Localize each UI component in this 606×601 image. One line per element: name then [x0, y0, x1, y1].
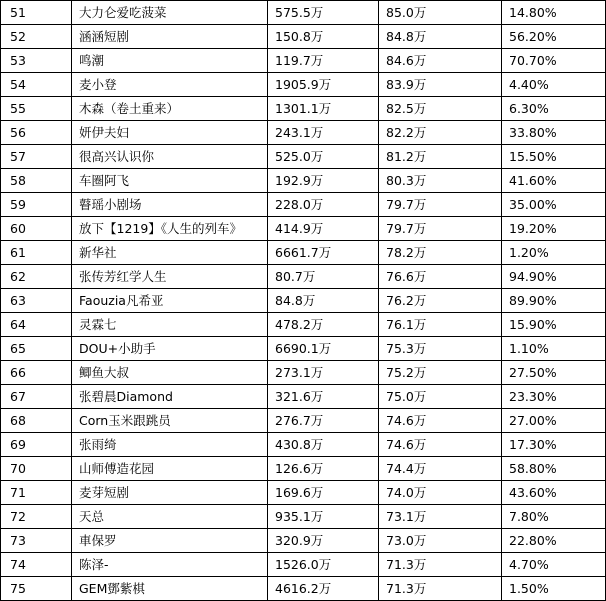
likes-count-cell: 74.6万: [379, 409, 502, 433]
account-name-cell: 放下【1219】《人生的列车》: [72, 217, 268, 241]
likes-count-cell: 76.1万: [379, 313, 502, 337]
fans-count-cell: 228.0万: [268, 193, 379, 217]
ratio-cell: 89.90%: [502, 289, 606, 313]
rank-cell: 70: [1, 457, 72, 481]
account-name-cell: 灵霖七: [72, 313, 268, 337]
account-name-cell: 鸣潮: [72, 49, 268, 73]
account-name-cell: 涵涵短剧: [72, 25, 268, 49]
table-row: [1, 313, 606, 337]
account-name-cell: 陈泽-: [72, 553, 268, 577]
rank-cell: 69: [1, 433, 72, 457]
rank-cell: 51: [1, 1, 72, 25]
account-name-cell: 麦芽短剧: [72, 481, 268, 505]
table-row: [1, 25, 606, 49]
ratio-cell: 1.20%: [502, 241, 606, 265]
table-row: [1, 241, 606, 265]
ratio-cell: 41.60%: [502, 169, 606, 193]
fans-count-cell: 4616.2万: [268, 577, 379, 601]
rank-cell: 74: [1, 553, 72, 577]
likes-count-cell: 78.2万: [379, 241, 502, 265]
ratio-cell: 6.30%: [502, 97, 606, 121]
account-name-cell: 张传芳红学人生: [72, 265, 268, 289]
table-row: [1, 505, 606, 529]
likes-count-cell: 74.4万: [379, 457, 502, 481]
likes-count-cell: 84.6万: [379, 49, 502, 73]
likes-count-cell: 75.0万: [379, 385, 502, 409]
account-name-cell: 车圈阿飞: [72, 169, 268, 193]
likes-count-cell: 79.7万: [379, 193, 502, 217]
account-name-cell: 鲫鱼大叔: [72, 361, 268, 385]
account-name-cell: GEM鄧紫棋: [72, 577, 268, 601]
rank-cell: 66: [1, 361, 72, 385]
ratio-cell: 27.00%: [502, 409, 606, 433]
rank-cell: 73: [1, 529, 72, 553]
fans-count-cell: 80.7万: [268, 265, 379, 289]
table-row: [1, 193, 606, 217]
rank-cell: 61: [1, 241, 72, 265]
ratio-cell: 7.80%: [502, 505, 606, 529]
account-name-cell: 木森（卷土重来）: [72, 97, 268, 121]
table-row: [1, 121, 606, 145]
rank-cell: 64: [1, 313, 72, 337]
table-row: [1, 145, 606, 169]
account-name-cell: 瞽瑶小剧场: [72, 193, 268, 217]
fans-count-cell: 575.5万: [268, 1, 379, 25]
account-name-cell: 大力仑爱吃菠菜: [72, 1, 268, 25]
likes-count-cell: 73.0万: [379, 529, 502, 553]
ratio-cell: 35.00%: [502, 193, 606, 217]
table-row: [1, 361, 606, 385]
likes-count-cell: 83.9万: [379, 73, 502, 97]
rank-cell: 68: [1, 409, 72, 433]
ratio-cell: 58.80%: [502, 457, 606, 481]
account-name-cell: DOU+小助手: [72, 337, 268, 361]
account-name-cell: Faouzia凡希亚: [72, 289, 268, 313]
ratio-cell: 17.30%: [502, 433, 606, 457]
fans-count-cell: 6690.1万: [268, 337, 379, 361]
likes-count-cell: 71.3万: [379, 553, 502, 577]
fans-count-cell: 126.6万: [268, 457, 379, 481]
fans-count-cell: 414.9万: [268, 217, 379, 241]
table-row: [1, 529, 606, 553]
table-row: [1, 265, 606, 289]
fans-count-cell: 320.9万: [268, 529, 379, 553]
ratio-cell: 14.80%: [502, 1, 606, 25]
table-row: [1, 97, 606, 121]
table-row: [1, 481, 606, 505]
table-row: [1, 409, 606, 433]
rank-cell: 65: [1, 337, 72, 361]
table-row: [1, 169, 606, 193]
fans-count-cell: 1526.0万: [268, 553, 379, 577]
rank-cell: 53: [1, 49, 72, 73]
ratio-cell: 15.50%: [502, 145, 606, 169]
likes-count-cell: 76.2万: [379, 289, 502, 313]
table-body: [1, 1, 606, 601]
ratio-cell: 94.90%: [502, 265, 606, 289]
ratio-cell: 27.50%: [502, 361, 606, 385]
rank-cell: 60: [1, 217, 72, 241]
ratio-cell: 33.80%: [502, 121, 606, 145]
table-row: [1, 457, 606, 481]
fans-count-cell: 525.0万: [268, 145, 379, 169]
rank-cell: 55: [1, 97, 72, 121]
likes-count-cell: 82.2万: [379, 121, 502, 145]
likes-count-cell: 79.7万: [379, 217, 502, 241]
likes-count-cell: 75.2万: [379, 361, 502, 385]
fans-count-cell: 150.8万: [268, 25, 379, 49]
rank-cell: 56: [1, 121, 72, 145]
table-row: [1, 553, 606, 577]
account-name-cell: 张雨绮: [72, 433, 268, 457]
likes-count-cell: 85.0万: [379, 1, 502, 25]
table-row: [1, 337, 606, 361]
likes-count-cell: 82.5万: [379, 97, 502, 121]
likes-count-cell: 74.0万: [379, 481, 502, 505]
ratio-cell: 56.20%: [502, 25, 606, 49]
likes-count-cell: 81.2万: [379, 145, 502, 169]
ratio-cell: 22.80%: [502, 529, 606, 553]
account-name-cell: 很高兴认识你: [72, 145, 268, 169]
account-name-cell: 山师傅造花园: [72, 457, 268, 481]
fans-count-cell: 243.1万: [268, 121, 379, 145]
fans-count-cell: 430.8万: [268, 433, 379, 457]
fans-count-cell: 192.9万: [268, 169, 379, 193]
account-name-cell: 新华社: [72, 241, 268, 265]
fans-count-cell: 119.7万: [268, 49, 379, 73]
likes-count-cell: 74.6万: [379, 433, 502, 457]
rank-cell: 72: [1, 505, 72, 529]
fans-count-cell: 273.1万: [268, 361, 379, 385]
ratio-cell: 15.90%: [502, 313, 606, 337]
table-row: [1, 289, 606, 313]
fans-count-cell: 1905.9万: [268, 73, 379, 97]
ratio-cell: 4.40%: [502, 73, 606, 97]
likes-count-cell: 76.6万: [379, 265, 502, 289]
rank-cell: 54: [1, 73, 72, 97]
table-row: [1, 385, 606, 409]
fans-count-cell: 321.6万: [268, 385, 379, 409]
rank-cell: 67: [1, 385, 72, 409]
ratio-cell: 23.30%: [502, 385, 606, 409]
account-name-cell: 天总: [72, 505, 268, 529]
rank-cell: 63: [1, 289, 72, 313]
likes-count-cell: 84.8万: [379, 25, 502, 49]
table-row: [1, 433, 606, 457]
rank-cell: 57: [1, 145, 72, 169]
account-name-cell: 妍伊夫妇: [72, 121, 268, 145]
likes-count-cell: 73.1万: [379, 505, 502, 529]
likes-count-cell: 71.3万: [379, 577, 502, 601]
fans-count-cell: 6661.7万: [268, 241, 379, 265]
ratio-cell: 19.20%: [502, 217, 606, 241]
table-row: [1, 577, 606, 601]
fans-count-cell: 169.6万: [268, 481, 379, 505]
table-row: [1, 217, 606, 241]
account-name-cell: 张碧晨Diamond: [72, 385, 268, 409]
account-name-cell: 車保罗: [72, 529, 268, 553]
ratio-cell: 70.70%: [502, 49, 606, 73]
table-row: [1, 49, 606, 73]
rank-cell: 62: [1, 265, 72, 289]
rank-cell: 71: [1, 481, 72, 505]
fans-count-cell: 84.8万: [268, 289, 379, 313]
rank-cell: 52: [1, 25, 72, 49]
fans-count-cell: 478.2万: [268, 313, 379, 337]
rank-cell: 75: [1, 577, 72, 601]
rank-cell: 58: [1, 169, 72, 193]
table-row: [1, 1, 606, 25]
fans-count-cell: 935.1万: [268, 505, 379, 529]
account-name-cell: Corn玉米跟跳员: [72, 409, 268, 433]
likes-count-cell: 75.3万: [379, 337, 502, 361]
likes-count-cell: 80.3万: [379, 169, 502, 193]
fans-count-cell: 1301.1万: [268, 97, 379, 121]
account-name-cell: 麦小登: [72, 73, 268, 97]
ratio-cell: 1.50%: [502, 577, 606, 601]
fans-count-cell: 276.7万: [268, 409, 379, 433]
rank-cell: 59: [1, 193, 72, 217]
ratio-cell: 1.10%: [502, 337, 606, 361]
ratio-cell: 4.70%: [502, 553, 606, 577]
ratio-cell: 43.60%: [502, 481, 606, 505]
table-row: [1, 73, 606, 97]
